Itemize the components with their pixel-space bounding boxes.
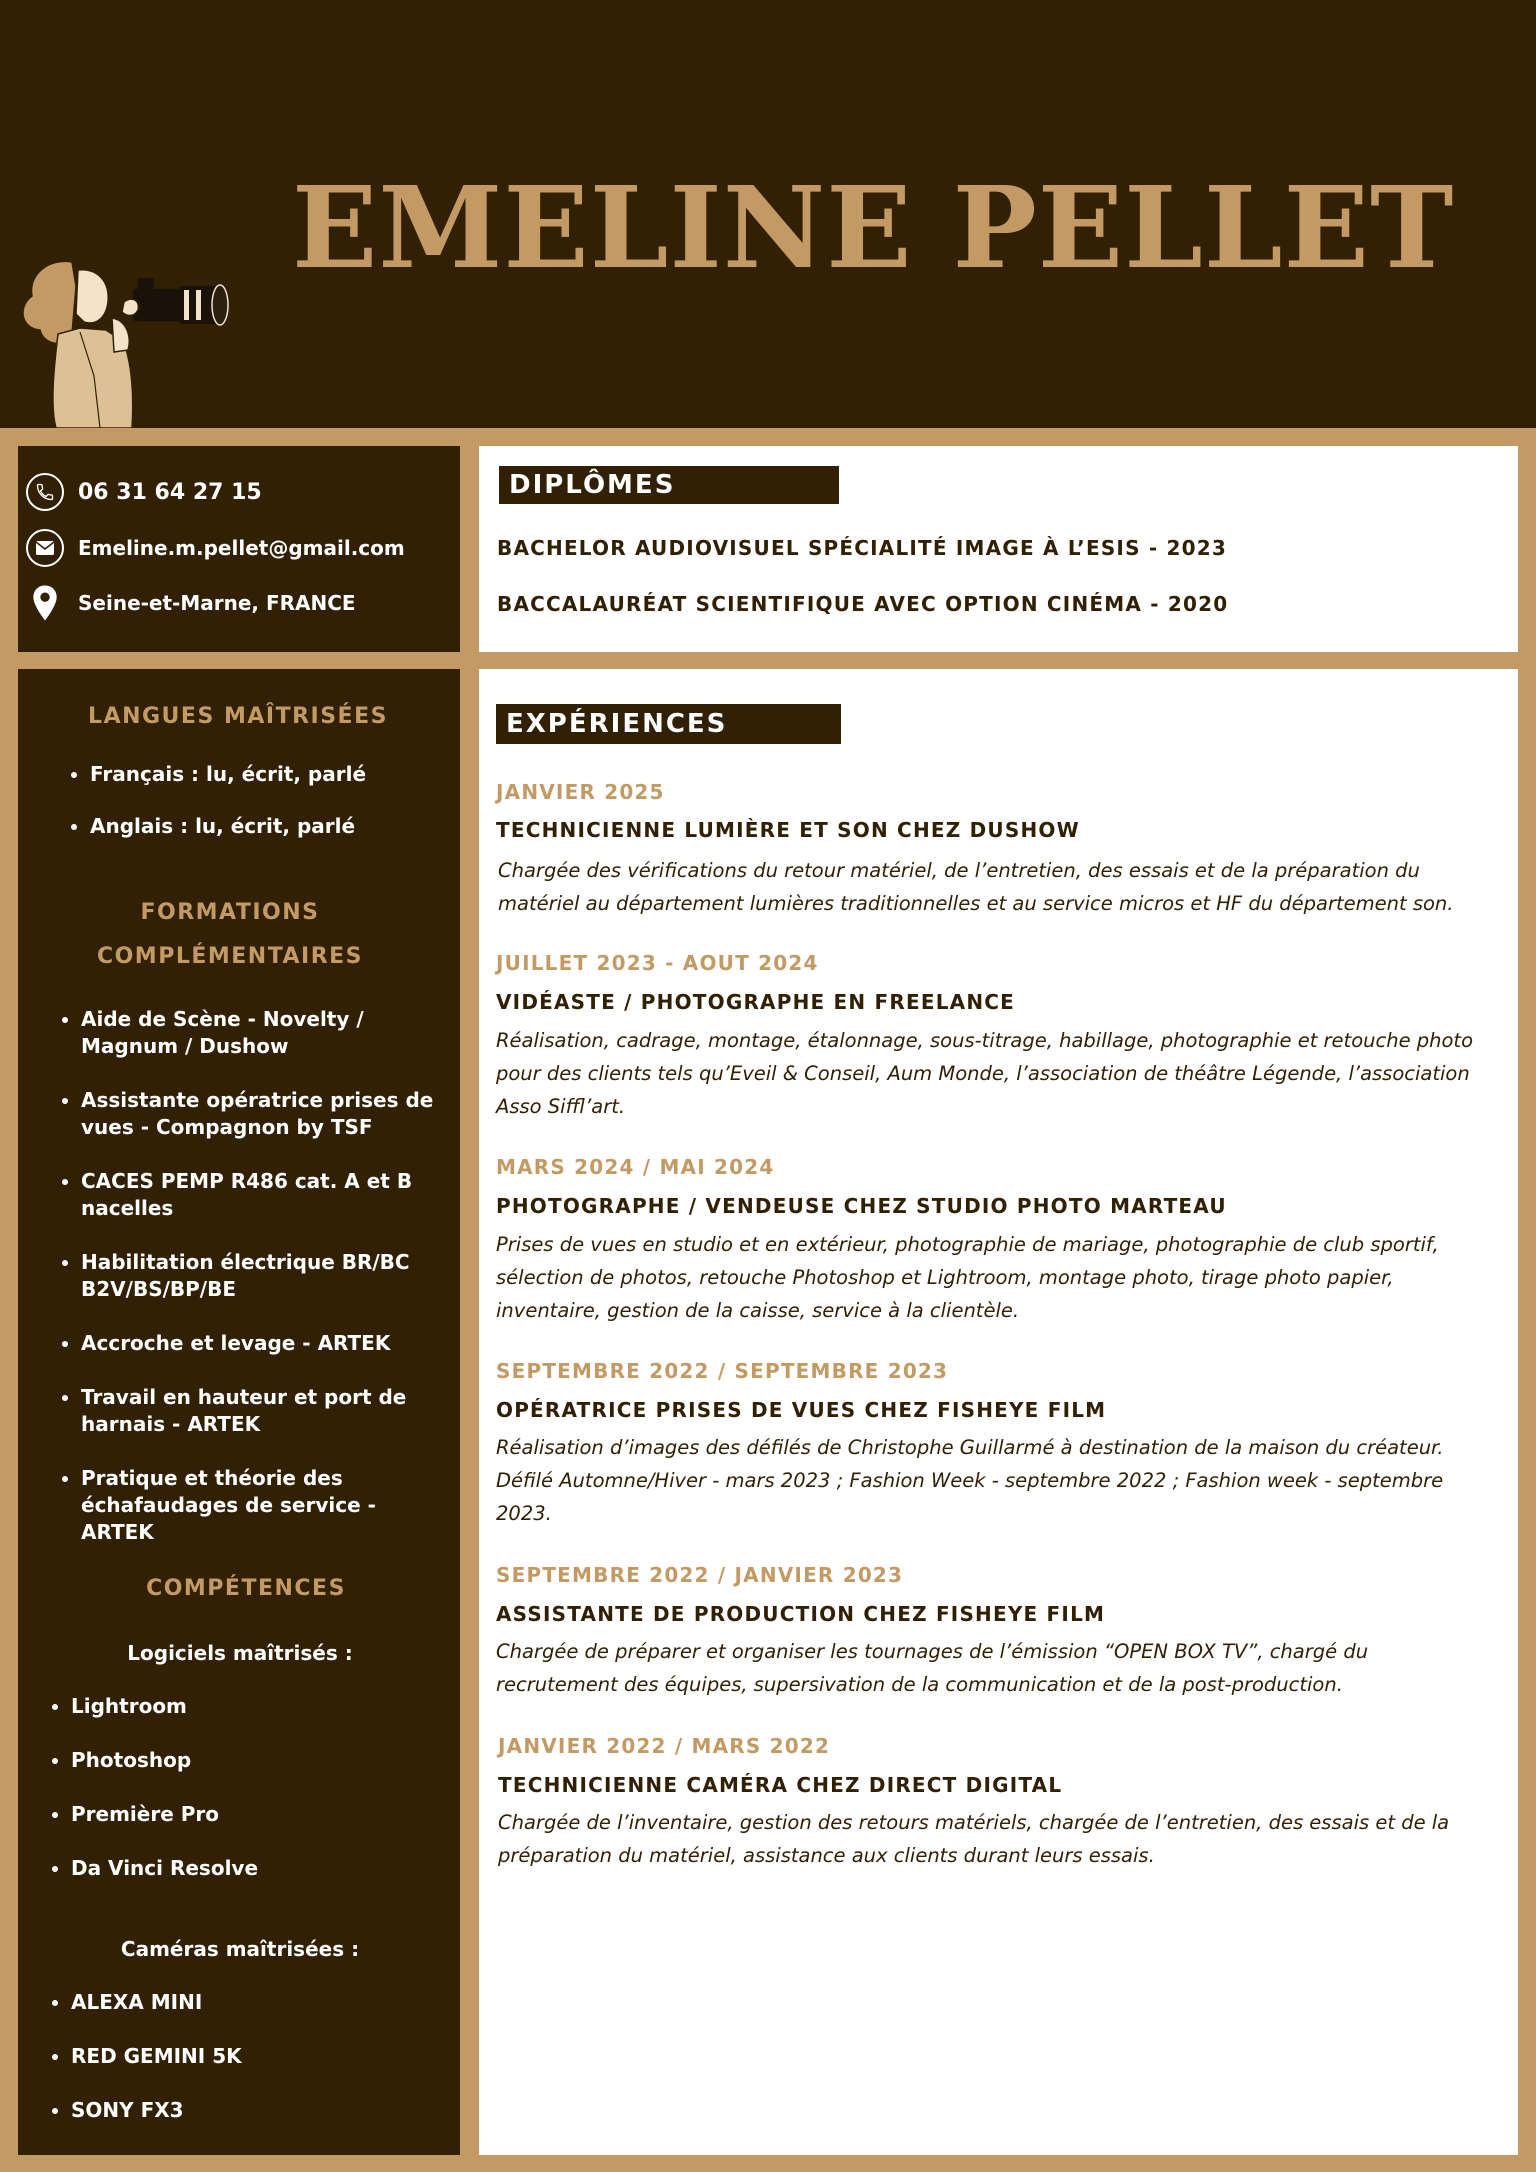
experience-title: OPÉRATRICE PRISES DE VUES CHEZ FISHEYE FILM — [496, 1398, 1107, 1422]
experience-date: SEPTEMBRE 2022 / SEPTEMBRE 2023 — [496, 1359, 949, 1383]
list-item: • Première Pro — [71, 1802, 431, 1856]
experience-date: JANVIER 2022 / MARS 2022 — [498, 1734, 831, 1758]
experiences-heading: EXPÉRIENCES — [496, 704, 841, 744]
experience-date: MARS 2024 / MAI 2024 — [496, 1155, 775, 1179]
experience-description: Prises de vues en studio et en extérieur, photographie de mariage, photographie de club sportif, sélection de photos, retouche Photoshop et Lightroom, montage photo, tirage photo papier, inventaire, gestion de la caisse, service à la clientèle. — [496, 1233, 1439, 1322]
location-pin-icon — [26, 584, 64, 622]
competences-title: COMPÉTENCES — [146, 1576, 346, 1601]
experience-date: SEPTEMBRE 2022 / JANVIER 2023 — [496, 1563, 904, 1587]
experience-title: VIDÉASTE / PHOTOGRAPHE EN FREELANCE — [496, 990, 1016, 1014]
list-item: • Photoshop — [71, 1748, 431, 1802]
list-item: • CACES PEMP R486 cat. A et B nacelles — [81, 1168, 441, 1249]
languages-title: LANGUES MAÎTRISÉES — [88, 704, 388, 729]
location-text: Seine-et-Marne, FRANCE — [78, 591, 356, 615]
formations-title-line1: FORMATIONS — [140, 900, 320, 925]
experience-description: Réalisation, cadrage, montage, étalonnage, sous-titrage, habillage, photographie et retouche photo pour des clients tels qu’Eveil & Conseil, Aum Monde, l’association de théâtre Légende, l’association Asso Siffl’art. — [496, 1029, 1474, 1118]
contact-email — [26, 529, 405, 567]
list-item: • Assistante opératrice prises de vues - Compagnon by TSF — [81, 1087, 441, 1168]
experience-description: Réalisation d’images des défilés de Christophe Guillarmé à destination de la maison du créateur. Défilé Automne/Hiver - mars 2023 ; Fashion Week - septembre 2022 ; Fashion week - septembre 2023. — [496, 1436, 1444, 1525]
experience-title: PHOTOGRAPHE / VENDEUSE CHEZ STUDIO PHOTO MARTEAU — [496, 1194, 1227, 1218]
experience-title: ASSISTANTE DE PRODUCTION CHEZ FISHEYE FILM — [496, 1602, 1106, 1626]
cameras-list — [71, 1990, 431, 2122]
formations-list — [81, 1006, 441, 1544]
list-item: • Aide de Scène - Novelty / Magnum / Dushow — [81, 1006, 441, 1087]
list-item: • RED GEMINI 5K — [71, 2044, 431, 2098]
experience-description: Chargée de préparer et organiser les tournages de l’émission “OPEN BOX TV”, chargé du recrutement des équipes, supersivation de la communication et de la post-production. — [496, 1640, 1369, 1696]
diploma-item: BACCALAURÉAT SCIENTIFIQUE AVEC OPTION CINÉMA - 2020 — [497, 592, 1229, 616]
list-item: • Lightroom — [71, 1694, 431, 1748]
experience-description: Chargée de l’inventaire, gestion des retours matériels, chargée de l’entretien, des essais et de la préparation du matériel, assistance aux clients durant leurs essais. — [498, 1811, 1450, 1867]
envelope-icon — [26, 529, 64, 567]
contact-location — [26, 584, 356, 622]
photographer-illustration — [14, 256, 234, 428]
diplomes-heading: DIPLÔMES — [499, 466, 839, 504]
experience-title: TECHNICIENNE LUMIÈRE ET SON CHEZ DUSHOW — [496, 818, 1080, 842]
list-item: • Travail en hauteur et port de harnais - ARTEK — [81, 1384, 441, 1465]
list-item: • SONY FX3 — [71, 2098, 431, 2122]
software-title: Logiciels maîtrisés : — [127, 1641, 353, 1665]
list-item: • ALEXA MINI — [71, 1990, 431, 2044]
experience-description: Chargée des vérifications du retour matériel, de l’entretien, des essais et de la préparation du matériel au département lumières traditionnelles et au service micros et HF du département son. — [498, 859, 1454, 915]
header-banner — [0, 0, 1536, 428]
phone-icon — [26, 473, 64, 511]
list-item: • Français : lu, écrit, parlé — [90, 762, 450, 814]
contact-phone — [26, 473, 262, 511]
experience-title: TECHNICIENNE CAMÉRA CHEZ DIRECT DIGITAL — [498, 1773, 1063, 1797]
experience-date: JANVIER 2025 — [496, 780, 665, 804]
list-item: • Anglais : lu, écrit, parlé — [90, 814, 450, 838]
phone-number[interactable]: 06 31 64 27 15 — [78, 479, 262, 505]
formations-title-line2: COMPLÉMENTAIRES — [96, 944, 364, 969]
list-item: • Habilitation électrique BR/BC B2V/BS/BP/BE — [81, 1249, 441, 1330]
cameras-title: Caméras maîtrisées : — [120, 1937, 360, 1961]
diploma-item: BACHELOR AUDIOVISUEL SPÉCIALITÉ IMAGE À L’ESIS - 2023 — [497, 536, 1227, 560]
list-item: • Accroche et levage - ARTEK — [81, 1330, 441, 1384]
languages-list — [90, 762, 450, 838]
experience-date: JUILLET 2023 - AOUT 2024 — [496, 951, 819, 975]
email-address[interactable]: Emeline.m.pellet@gmail.com — [78, 536, 405, 560]
resume-name: EMELINE PELLET — [292, 163, 1455, 294]
list-item: • Pratique et théorie des échafaudages de service - ARTEK — [81, 1465, 441, 1519]
software-list — [71, 1694, 431, 1880]
list-item: • Da Vinci Resolve — [71, 1856, 431, 1880]
